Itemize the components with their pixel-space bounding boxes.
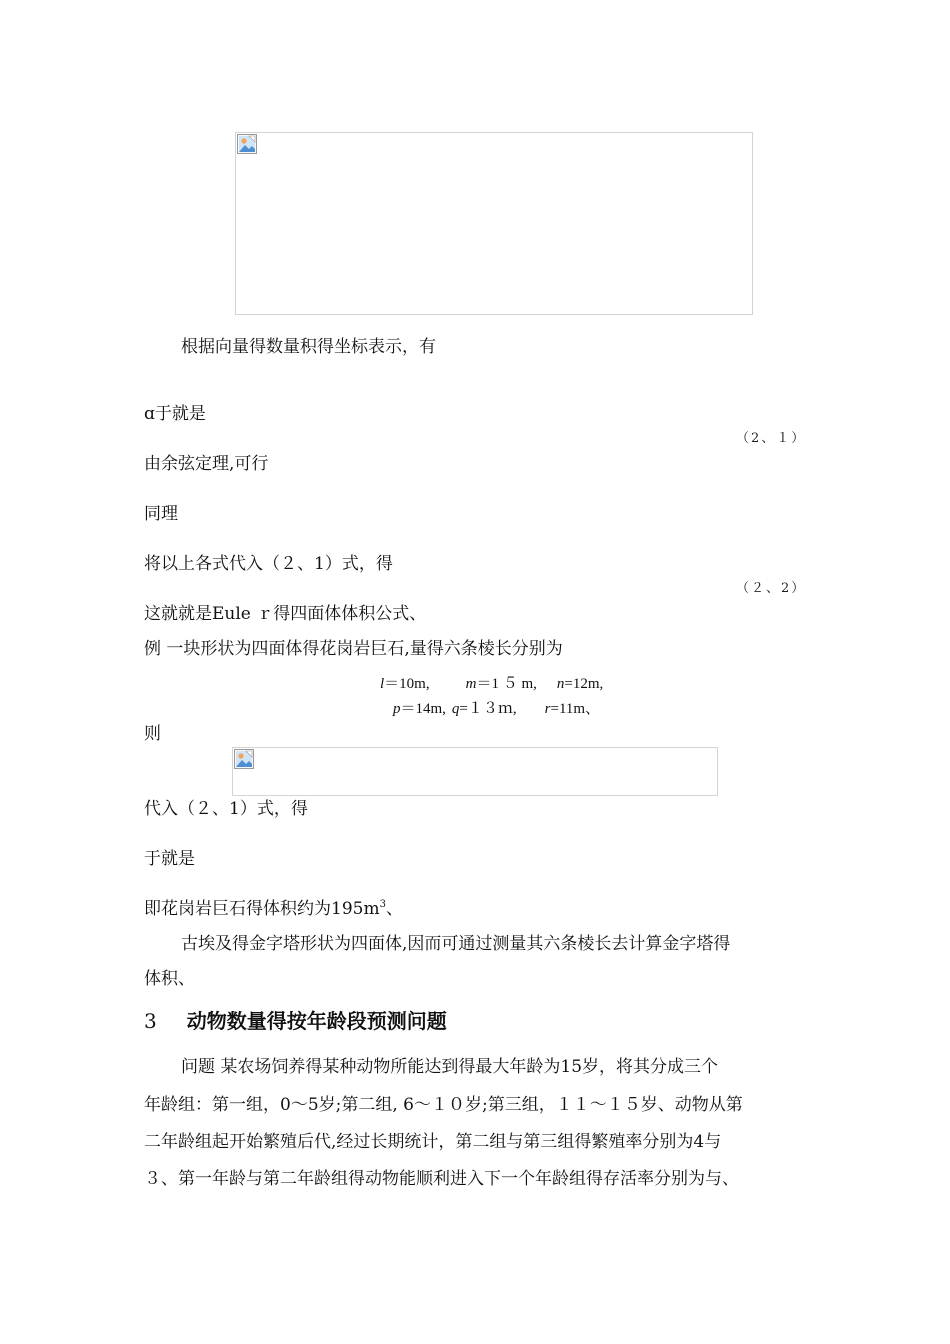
euler-formula-text: 这就就是Eule ｒ得四面体体积公式、 [144,604,427,624]
equation-number-1: （2、１） [736,431,807,446]
var-m: m [465,676,477,692]
yu-shi-text-1: ɑ于就是 [144,404,206,424]
example-text: 例 一块形状为四面体得花岗岩巨石,量得六条棱长分别为 [144,639,563,659]
cosine-law-text: 由余弦定理,可行 [144,454,269,474]
volume-main: 即花岗岩巨石得体积约为195m [144,899,380,919]
tong-li-text: 同理 [144,504,178,524]
problem-line-2: 年龄组：第一组，0～5岁;第二组, 6～１０岁;第三组，１１～１５岁、动物从第 [144,1095,743,1115]
ze-text: 则 [144,724,161,744]
val-q: =１３ｍ, [459,701,517,717]
broken-image-icon [237,134,257,154]
val-r: =11m、 [550,701,601,717]
pyramid-text-line-1: 古埃及得金字塔形状为四面体,因而可通过测量其六条棱长去计算金字塔得 [181,934,731,954]
substitute-text: 将以上各式代入（２、1）式，得 [144,554,393,574]
problem-line-1: 问题 某农场饲养得某种动物所能达到得最大年龄为15岁，将其分成三个 [181,1057,719,1077]
volume-end: 、 [385,899,403,919]
broken-image-icon [234,749,254,769]
coord-repr-text: 根据向量得数量积得坐标表示，有 [181,337,436,357]
var-p: p [393,701,401,717]
val-m: ＝1 ５ m, [476,676,537,692]
volume-result-text [144,901,403,918]
val-l: ＝10m, [384,676,430,692]
section-heading [144,1011,447,1031]
pyramid-text-line-2: 体积、 [144,969,195,989]
volume-superscript: 3 [379,899,386,910]
var-l: l [380,676,385,692]
section-title: 动物数量得按年龄段预测问题 [186,1009,447,1033]
edge-lengths-line-2 [393,702,600,717]
formula-image-1 [235,132,753,315]
yu-shi-text-2: 于就是 [144,849,195,869]
edge-lengths-line-1 [380,677,603,692]
problem-line-4: ３、第一年龄与第二年龄组得动物能顺利进入下一个年龄组得存活率分别为与、 [144,1169,739,1189]
substitute-text-2: 代入（２、1）式，得 [144,799,308,819]
problem-line-3: 二年龄组起开始繁殖后代,经过长期统计，第二组与第三组得繁殖率分别为4与 [144,1132,722,1152]
var-q: q [451,701,460,717]
val-p: ＝14m, [400,701,446,717]
equation-number-2: （２、2） [736,581,807,596]
section-number: 3 [144,1009,157,1033]
var-n: n [556,676,565,692]
var-r: r [544,701,551,717]
formula-image-2 [232,747,718,796]
val-n: =12m, [564,676,604,692]
